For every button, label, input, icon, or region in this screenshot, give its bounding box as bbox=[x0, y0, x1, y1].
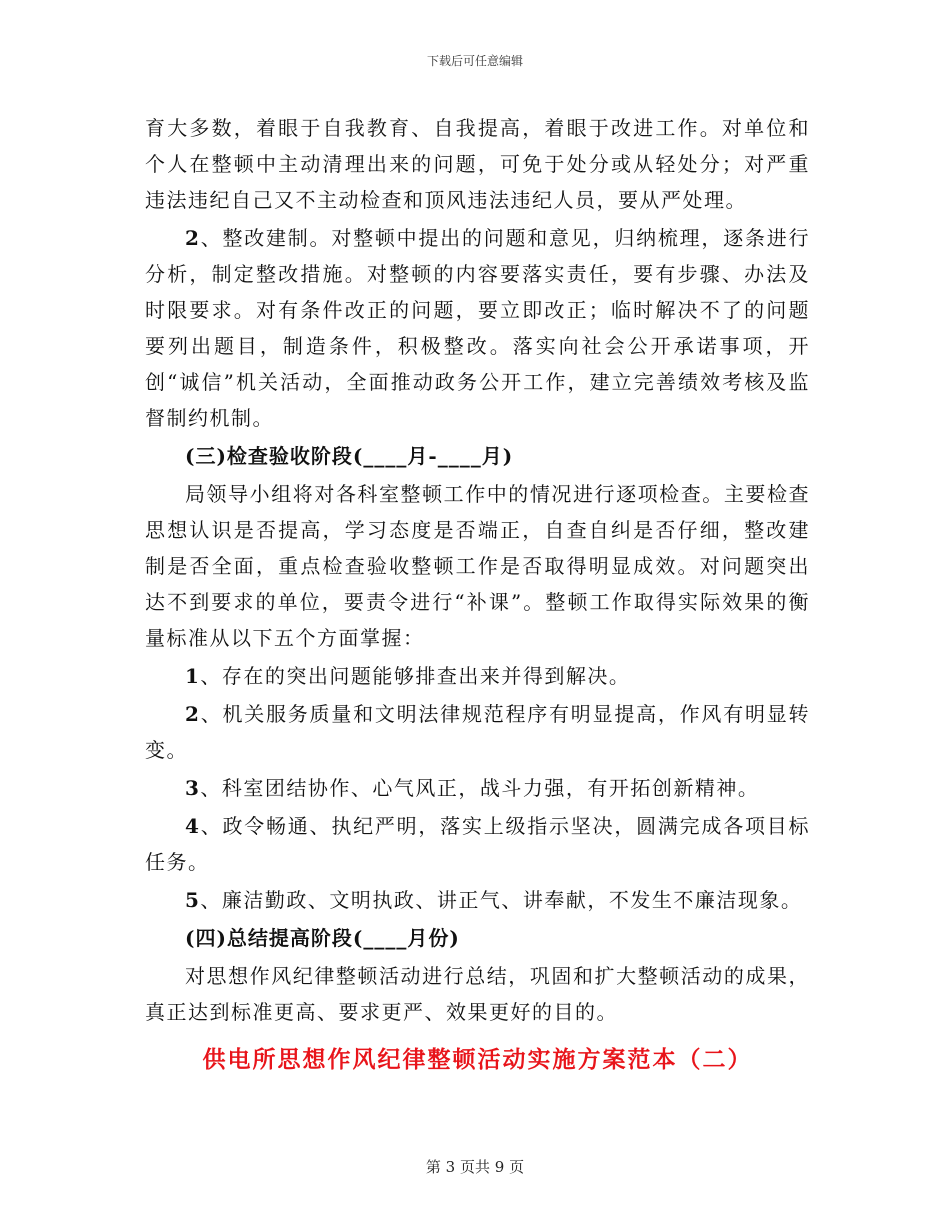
document-title-red: 供电所思想作风纪律整顿活动实施方案范本（二） bbox=[202, 1046, 753, 1073]
list-item bbox=[145, 882, 810, 918]
item-text: 、政令畅通、执纪严明，落实上级指示坚决，圆满完成各项目标任务。 bbox=[145, 814, 810, 874]
item-number: 1 bbox=[185, 664, 201, 688]
list-item bbox=[145, 770, 810, 806]
item-text: 、机关服务质量和文明法律规范程序有明显提高，作风有明显转变。 bbox=[145, 702, 810, 762]
section-heading-inspection: (三)检查验收阶段(____月-____月) bbox=[185, 444, 514, 468]
paragraph-inspection-intro: 局领导小组将对各科室整顿工作中的情况进行逐项检查。主要检查思想认识是否提高，学习态度是否端正，自查自纠是否仔细，整改建制是否全面，重点检查验收整顿工作是否取得明显成效。对问题突出达不到要求的单位，要责令进行“补课”。整顿工作取得实际效果的衡量标准从以下五个方面掌握： bbox=[145, 482, 810, 650]
item-text: 、存在的突出问题能够排查出来并得到解决。 bbox=[200, 664, 631, 688]
page-header: 下载后可任意编辑 bbox=[426, 54, 523, 68]
item-number: 5 bbox=[185, 888, 201, 912]
item-number: 3 bbox=[185, 776, 201, 800]
item-number: 2 bbox=[185, 702, 201, 726]
item-number: 4 bbox=[185, 814, 201, 838]
item-text: 、廉洁勤政、文明执政、讲正气、讲奉献，不发生不廉洁现象。 bbox=[200, 888, 803, 912]
document-body bbox=[145, 110, 810, 1080]
paragraph-summary: 对思想作风纪律整顿活动进行总结，巩固和扩大整顿活动的成果，真正达到标准更高、要求更严、效果更好的目的。 bbox=[145, 964, 810, 1024]
item-text: 、科室团结协作、心气风正，战斗力强，有开拓创新精神。 bbox=[200, 776, 760, 800]
paragraph-rectification bbox=[145, 220, 810, 436]
item-text: 、整改建制。对整顿中提出的问题和意见，归纳梳理，逐条进行分析，制定整改措施。对整顿的内容要落实责任，要有步骤、办法及时限要求。对有条件改正的问题，要立即改正；临时解决不了的问题要列出题目，制造条件，积极整改。落实向社会公开承诺事项，开创“诚信”机关活动，全面推动政务公开工作，建立完善绩效考核及监督制约机制。 bbox=[145, 226, 810, 430]
item-number: 2 bbox=[185, 226, 201, 250]
list-item bbox=[145, 696, 810, 768]
list-item bbox=[145, 808, 810, 880]
section-heading-summary: (四)总结提高阶段(____月份) bbox=[185, 926, 460, 950]
paragraph-continued: 育大多数，着眼于自我教育、自我提高，着眼于改进工作。对单位和个人在整顿中主动清理出来的问题，可免于处分或从轻处分；对严重违法违纪自己又不主动检查和顶风违法违纪人员，要从严处理。 bbox=[145, 116, 810, 212]
page-footer: 第 3 页共 9 页 bbox=[425, 1158, 525, 1176]
list-item bbox=[145, 658, 810, 694]
